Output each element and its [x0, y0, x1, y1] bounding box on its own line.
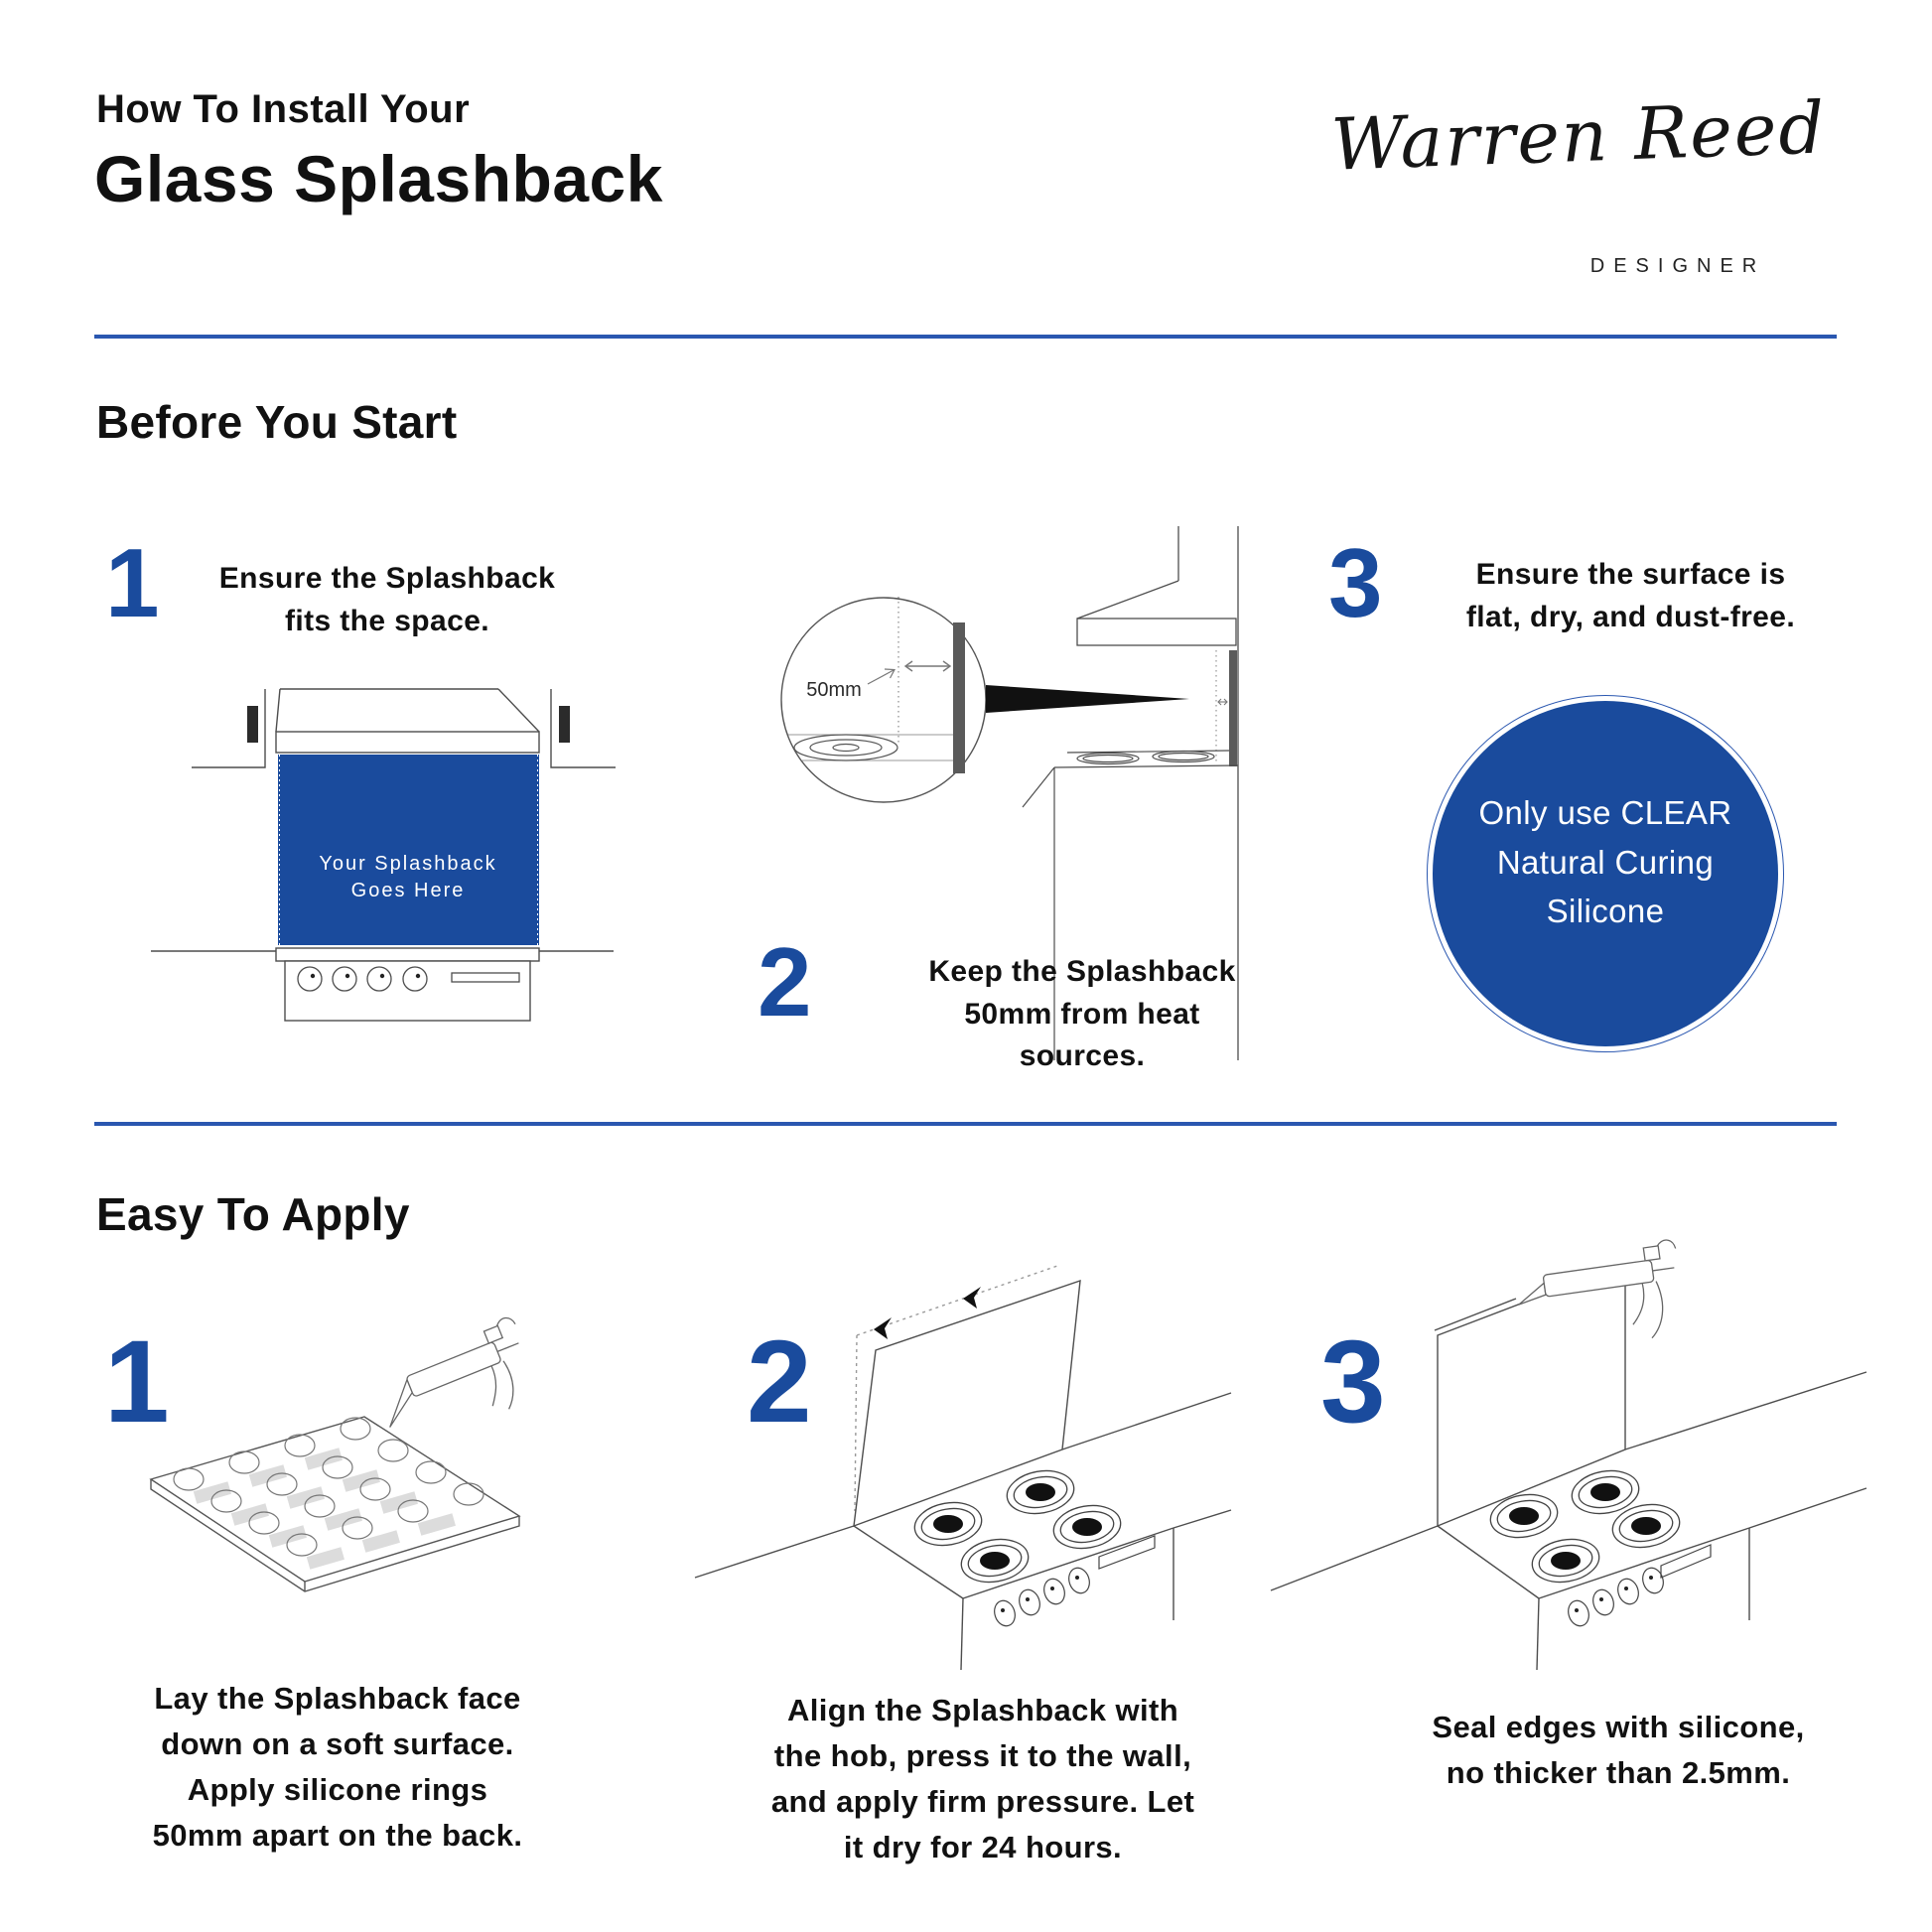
section-divider-middle — [94, 1122, 1837, 1126]
hob-controls-front — [1565, 1545, 1711, 1628]
easy-to-apply-heading: Easy To Apply — [96, 1188, 410, 1240]
before-step1-text — [174, 558, 601, 642]
magnifier-detail — [781, 597, 986, 802]
before-step3-number: 3 — [1328, 528, 1383, 637]
silicone-note-badge — [1427, 695, 1784, 1052]
splashback-placeholder — [278, 755, 539, 945]
brand-logo — [1301, 74, 1857, 303]
brand-logo-subtitle: DESIGNER — [1589, 255, 1766, 277]
before-step1-number: 1 — [105, 528, 160, 637]
apply-step3-caption-line2: no thicker than 2.5mm. — [1446, 1754, 1791, 1790]
apply-step2-caption — [735, 1688, 1231, 1870]
callout-wedge — [986, 685, 1189, 713]
before-step3-line2: flat, dry, and dust-free. — [1465, 600, 1796, 633]
before-step1-line1: Ensure the Splashback — [218, 562, 556, 595]
apply-step1-caption-line2: down on a soft surface. — [161, 1725, 514, 1761]
gap-measurement-label: 50mm — [806, 679, 862, 701]
section-divider-top — [94, 335, 1837, 339]
hob-controls-front — [991, 1536, 1155, 1628]
apply-step2-illustration — [695, 1253, 1231, 1670]
brand-logo-script: Warren Reed — [1329, 85, 1828, 187]
apply-step1-number: 1 — [104, 1316, 170, 1448]
caulk-gun-icon — [368, 1315, 544, 1453]
right-cabinet-bar — [559, 706, 570, 743]
splashback-fit-diagram — [149, 687, 616, 1046]
placeholder-label-line2: Goes Here — [350, 880, 466, 901]
apply-step2-number: 2 — [747, 1316, 812, 1448]
apply-step2-caption-line2: the hob, press it to the wall, — [773, 1737, 1192, 1773]
apply-step1-caption-line1: Lay the Splashback face — [154, 1681, 521, 1716]
silicone-note-text — [1433, 701, 1778, 1046]
apply-step3-caption-line1: Seal edges with silicone, — [1432, 1710, 1805, 1744]
align-arrow-icon-1 — [874, 1317, 892, 1339]
side-view-splashback-bar — [1229, 650, 1237, 766]
before-step3-line1: Ensure the surface is — [1475, 558, 1786, 591]
apply-step2-caption-line3: and apply firm pressure. Let — [770, 1783, 1195, 1819]
apply-step1-illustration — [89, 1316, 606, 1653]
apply-step1-caption — [119, 1676, 556, 1859]
page-title: Glass Splashback — [94, 142, 663, 215]
apply-step3-illustration — [1271, 1253, 1866, 1670]
before-step3-text — [1415, 554, 1847, 638]
silicone-note-line1: Only use CLEAR — [1478, 794, 1732, 831]
silicone-note-line2: Natural Curing — [1496, 843, 1715, 881]
left-cabinet-bar — [247, 706, 258, 743]
before-step2-line2: 50mm from heat — [964, 997, 1200, 1031]
before-step2-line3: sources. — [1019, 1039, 1146, 1073]
before-step2-line1: Keep the Splashback — [928, 955, 1236, 988]
apply-step1-caption-line4: 50mm apart on the back. — [152, 1817, 523, 1853]
splashback-edge-bar — [953, 622, 965, 773]
apply-step3-caption — [1380, 1705, 1857, 1796]
before-step1-line2: fits the space. — [284, 604, 490, 637]
apply-step2-caption-line1: Align the Splashback with — [786, 1693, 1179, 1727]
before-step2-text — [874, 951, 1291, 1078]
silicone-note-line3: Silicone — [1546, 893, 1665, 929]
placeholder-label-line1: Your Splashback — [319, 853, 497, 875]
side-gap-arrow-icon — [1218, 699, 1227, 705]
apply-step2-caption-line4: it dry for 24 hours. — [843, 1829, 1123, 1864]
align-arrow-icon-2 — [963, 1287, 981, 1309]
apply-step3-number: 3 — [1320, 1316, 1386, 1448]
kitchen-scene — [695, 1265, 1231, 1670]
before-step2-number: 2 — [758, 927, 812, 1036]
page-title-intro: How To Install Your — [96, 87, 471, 131]
apply-step1-caption-line3: Apply silicone rings — [187, 1771, 488, 1807]
before-you-start-heading: Before You Start — [96, 396, 458, 448]
